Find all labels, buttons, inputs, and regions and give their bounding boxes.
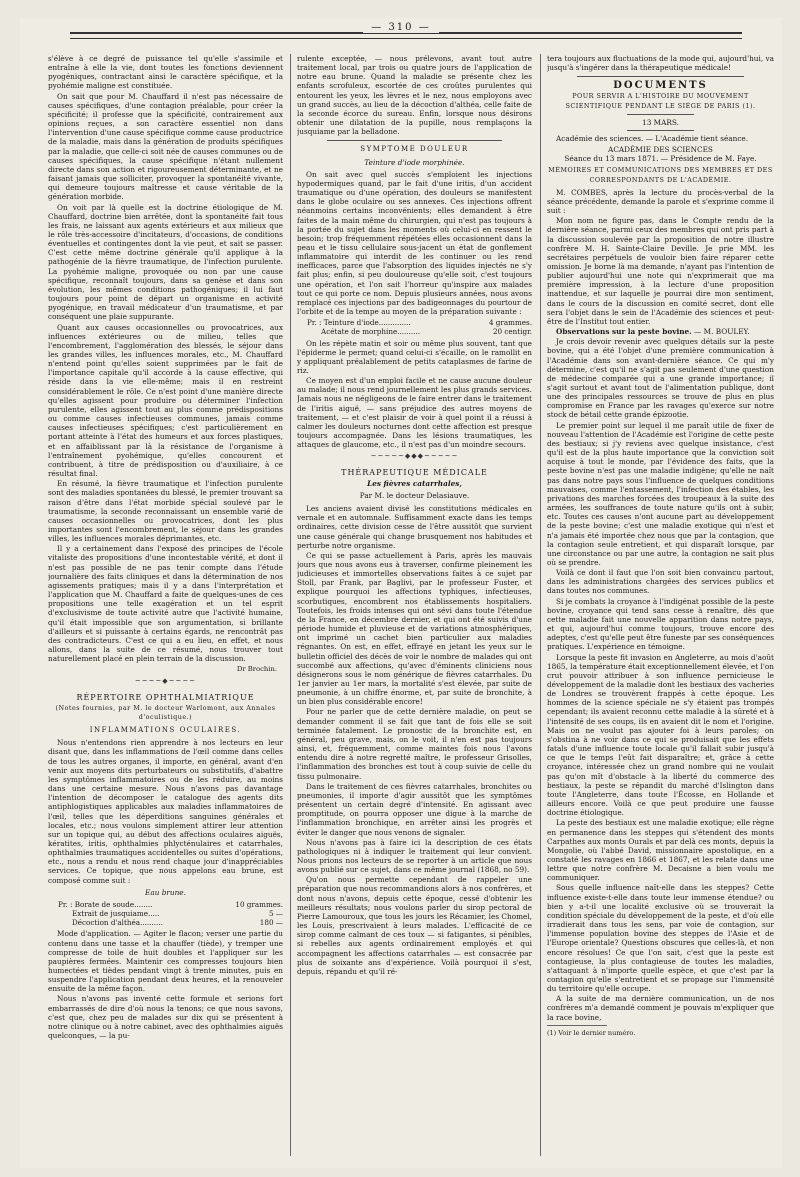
paragraph: Le premier point sur lequel il me paraît utile de fixer de nouveau l'attention de l'Académie est l'origine de cette peste des bestiaux; si j'y reviens avec quelque insistance, c'est qu'il est de la plus haute importance que la conviction soit acquise à tout le monde, par l'évidence des faits, que la peste bovine n'est pas une maladie indigène; qu'elle ne naît pas dans notre pays sous l'influence de quelques conditions mauvaises, comme l'entassement, l'infection des étables, les privations des marches forcées des troupeaux à la suite des armées, les souffrances de toute nature qu'ils ont à subir, etc. Toutes ces causes n'ont aucune part au développement de la peste bovine; c'est une maladie exotique qui n'est et n'a jamais été importée chez nous que par la contagion, que la contagion seule entretient, et qui disparaît lorsque, par une circonstance ou par une autre, la contagion ne sait plus où se prendre. (547, 420, 774, 567)
paragraph: Nous n'avons pas inventé cette formule et serions fort embarrassés de dire d'où nous la tenons; ce que nous savons, c'est que, chez peu de malades sur dix qui se présentent à notre clinique ou à notre cabinet, avec des ophthalmies aiguës quelconques, — la pu- (48, 994, 283, 1041)
newspaper-page (20, 18, 782, 1168)
divider (627, 114, 694, 115)
divider (577, 76, 744, 77)
paragraph: rulente exceptée, — nous prélevons, avant tout autre traitement local, par trois ou quatre jours de l'application de notre eau brune. Quand la maladie se présente chez les enfants scrofuleux, escortée de ces croûtes purulentes qui entourent les yeux, les lèvres et le nez, nous employons avec un grand succès, au lieu de la décoction d'althéa, celle faite de la seconde écorce du sureau. Enfin, lorsque nous désirons obtenir une dilatation de la pupille, nous remplaçons la jusquiame par la belladone. (297, 54, 532, 137)
ingredient: Décoction d'althéa.......... (72, 918, 163, 928)
page-number-text: — 310 — (363, 22, 438, 33)
paragraph: La peste des bestiaux est une maladie exotique; elle règne en permanence dans les steppes qui s'étendent des monts Carpathes aux monts Ourals et par delà ces monts, depuis la Mongolie, où l'abbé David, missionnaire apostolique, en a constaté les ravages en 1866 et 1867, et les relate dans une lettre que notre confrère M. Decaisne a bien voulu me communiquer. (547, 818, 774, 883)
subsection-title: INFLAMMATIONS OCULAIRES. (89, 726, 242, 735)
academy-title: ACADÉMIE DES SCIENCES (608, 145, 713, 155)
memoirs-heading: MÉMOIRES ET COMMUNICATIONS DES MEMBRES ET DES CORRESPONDANTS DE L'ACADÉMIE. (548, 166, 773, 184)
paragraph: Les anciens avaient divisé les constitutions médicales en vernale et en automnale. Suffisamment exacte dans les temps ordinaires, cette division cesse de l'être aussitôt que survient une cause générale qui change brusquement nos habitudes et perturbe notre organisme. (297, 504, 532, 550)
paragraph: Lorsque la peste fit invasion en Angleterre, au mois d'août 1865, la température était exceptionnellement élevée, et l'on crut pouvoir attribuer à son influence pernicieuse le développement de la maladie dont les bestiaux des vacheries de Londres se trouvèrent frappés à cette époque. Les hommes de la science spéciale ne s'y étaient pas trompés cependant; ils avaient reconnu cette maladie à la sûreté et à l'intensité de ses coups, ils en avaient dit le nom et l'origine. Mais on ne voulut pas ajouter foi à leurs paroles; on s'obstina à ne voir dans ce qui se produisait que les effets fatals d'une influence toute locale qu'il fallait subir jusqu'à ce que le temps l'eût fait disparaître; et, grâce à cette croyance, intéressée chez un grand nombre qui ne voulait pas qu'on mît d'obstacle à la liberté du commerce des bestiaux, la peste se répandit du marché d'Islington dans toute l'Angleterre, dans toute l'Écosse, en Hollande et ailleurs encore. Voilà ce que peut produire une fausse doctrine étiologique. (547, 652, 774, 818)
paragraph: Si je combats la croyance à l'indigénat possible de la peste bovine, croyance qui tend sans cesse à renaître, dès que cette maladie fait une nouvelle apparition dans notre pays, et qui, aujourd'hui comme toujours, trouve encore des adeptes, c'est qu'elle peut être funeste par ses conséquences pratiques. L'expérience en témoigne. (547, 596, 774, 652)
paragraph: tera toujours aux fluctuations de la mode qui, aujourd'hui, va jusqu'à s'ingérer dans la thérapeutique médicale! (547, 54, 774, 73)
section-title: DOCUMENTS (613, 80, 708, 92)
section-subtitle: POUR SERVIR A L'HISTOIRE DU MOUVEMENT SCIENTIFIQUE PENDANT LE SIÉGE DE PARIS (1). (565, 92, 756, 110)
quantity: 4 grammes. (488, 318, 532, 328)
recipe-line (307, 327, 532, 336)
paragraph: Ce qui se passe actuellement à Paris, après les mauvais jours que nous avons eus à traverser, confirme pleinement les judicieuses et immortelles observations faites à ce sujet par Stoll, par Frank, par Baglivi, par le professeur Fuster, et explique pourquoi les affections typhiques, infectieuses, scorbutiques, encombrent nos établissements hospitaliers. Toutefois, les froids intenses qui ont sévi dans toute l'étendue de la France, en décembre dernier, et qui ont été suivis d'une période humide et pluvieuse et de variations atmosphériques, ont imprimé un cachet bien particulier aux maladies régnantes. On est, en effet, effrayé en jetant les yeux sur le bulletin officiel des décès de voir le nombre de malades qui ont succombé aux affections, qu'avec d'éminents cliniciens nous désignerons sous le nom générique de fièvres catarrhales. Du 1er janvier au 1er mars, la mortalité s'est élevée, par suite de pneumonie, à un chiffre énorme, et, par suite de bronchite, à un bien plus considérable encore! (297, 550, 532, 707)
paragraph: Nous n'entendons rien apprendre à nos lecteurs en leur disant que, dans les inflammations de l'œil comme dans celles de tous les autres organes, il importe, en général, avant d'en venir aux moyens dits perturbateurs ou substitutifs, d'abattre les symptômes inflammatoires ou de les réduire, au moins dans une certaine mesure. Nous n'avons pas davantage l'intention de décomposer le catalogue des agents dits antiphlogistiques applicables aux maladies inflammatoires de l'œil, telles que les déperditions sanguines générales et locales, etc.; nous voulons simplement attirer leur attention sur un topique qui, au début des affections oculaires aiguës, kératites, iritis, ophthalmies phlycténulaires et catarrhales, ophthalmies traumatiques accidentelles ou suites d'opérations, etc., nous a rendu et nous rend chaque jour d'inappréciables services. Ce topique, que nous appelons eau brune, est composé comme suit : (48, 738, 283, 885)
ingredient: Extrait de jusquiame..... (72, 909, 160, 919)
quantity: 180 — (259, 918, 283, 928)
quantity: 20 centigr. (492, 327, 532, 337)
paragraph: Qu'on nous permette cependant de rappeler une préparation que nous recommandions alors à nos confrères, et dont nous n'avons, depuis cette époque, cessé d'obtenir les meilleurs résultats; nous voulons parler du sirop pectoral de Pierre Lamouroux, que tous les jours les Récamier, les Chomel, les Louis, prescrivaient à leurs malades. L'efficacité de ce sirop comme calmant de ces toux — si fatigantes, si pénibles, si rebelles aux agents ordinairement employés et qui accompagnent les affections catarrhales — est consacrée par plus de soixante ans d'expérience. Voilà pourquoi il s'est, depuis, répandu et qu'il ré- (297, 875, 532, 976)
section-subtitle: Les fièvres catarrhales, (367, 478, 462, 488)
recipe-title: Eau brune. (145, 887, 186, 897)
quantity: 10 grammes. (235, 899, 283, 909)
column-1 (48, 54, 283, 1158)
top-rule (70, 32, 742, 39)
recipe (307, 318, 532, 336)
paragraph: Il y a certainement dans l'exposé des principes de l'école vitaliste des propositions d'une incontestable vérité, et dont il n'est pas possible de ne pas tenir compte dans l'étude journalière des faits cliniques et dans la détermination de nos agissements pratiques; mais il y a dans l'interprétation et l'application que M. Chauffard a faite de quelques-unes de ces propositions une telle exagération et un tel esprit d'exclusivisme de toute activité autre que l'activité humaine, qu'il était impossible que son argumentation, si brillante d'ailleurs et si puissante à certains égards, ne rencontrât pas des contradicteurs. C'est ce qui a eu lieu, en effet, et nous allons, dans la suite de ce résumé, nous trouver tout naturellement placé en plein terrain de la discussion. (48, 544, 283, 664)
divider (627, 130, 694, 131)
recipe (58, 900, 283, 927)
ingredient: Pr. : Borate de soude........ (58, 899, 153, 909)
paragraph: s'élève à ce degré de puissance tel qu'elle s'assimile et entraîne à elle la vie, dont toutes les fonctions deviennent pyogéniques, contractant ainsi le caractère spécifique, et la pyohémie maligne est constituée. (48, 54, 283, 91)
ingredient: Acétate de morphine.......... (321, 327, 421, 337)
paragraph: Mode d'application. — Agiter le flacon; verser une partie du contenu dans une tasse et la chauffer (tiède), y tremper une compresse de toile de huit doubles et l'appliquer sur les paupières fermées. Maintenir ces compresses toujours bien humectées et tièdes pendant vingt à trente minutes, puis en suspendre l'application pendant deux heures, et la renouveler ensuite de la même façon. (48, 929, 283, 994)
recipe-line (307, 318, 532, 327)
page-number (20, 22, 782, 33)
paragraph: Mon nom ne figure pas, dans le Compte rendu de la dernière séance, parmi ceux des membres qui ont pris part à la discussion soulevée par la proposition de notre illustre confrère M. H. Sainte-Claire Deville. Je prie MM. les secrétaires perpétuels de vouloir bien faire réparer cette omission. Je borne là ma demande, n'ayant pas l'intention de publier aujourd'hui une note qui n'exprimerait que ma première impression, à la lecture d'une proposition inattendue, et sur laquelle je pourrai dire mon sentiment, dans le cours de la discussion en comité secret, dont elle sera l'objet dans le sein de l'Académie des sciences et peut-être de l'Institut tout entier. (547, 216, 774, 326)
paragraph: Je crois devoir revenir avec quelques détails sur la peste bovine, qui a été l'objet d'une première communication à l'Académie dans son avant-dernière séance. Ce qui m'y détermine, c'est qu'il ne s'agit pas seulement d'une question de médecine comparée qui a une grande importance; il s'agit surtout et avant tout de l'alimentation publique, dont une des principales ressources se trouve de plus en plus compromise en France par les ravages qu'exerce sur notre stock de bétail cette grande épizootie. (547, 337, 774, 420)
paragraph: Nous n'avons pas à faire ici la description de ces états pathologiques ni à indiquer le traitement qui leur convient. Nous prions nos lecteurs de se reporter à un article que nous avons publié sur ce sujet, dans ce même journal (1868, no 59). (297, 837, 532, 875)
signature: Dr Brochin. (236, 665, 277, 674)
paragraph: Voilà ce dont il faut que l'on soit bien convaincu partout, dans les administrations chargées des services publics et dans toutes nos communes. (547, 568, 774, 596)
paragraph: M. COMBES, après la lecture du procès-verbal de la séance précédente, demande la parole et s'exprime comme il suit : (547, 187, 774, 216)
ingredient: Pr. : Teinture d'iode.............. (307, 318, 411, 328)
section-title: RÉPERTOIRE OPHTHALMIATRIQUE (76, 692, 255, 702)
paragraph: Quant aux causes occasionnelles ou provocatrices, aux influences extérieures ou de milieu, telles que l'encombrement, l'agglomération des blessés, le séjour dans les grandes villes, les influences morales, etc., M. Chauffard n'entend point qu'elles soient supprimées par le fait de l'importance capitale qu'il accorde à la cause effective, qui réside dans la vie elle-même; mais il en restreint considérablement le rôle. Ce n'est point d'une manière directe qu'elles agissent pour produire ou déterminer l'infection purulente, elles agissent tout au plus comme prédispositions ou comme causes infectieuses communes, jamais comme causes infectieuses spécifiques; c'est particulièrement en portant atteinte à l'état des humeurs et aux forces plastiques, et en affaiblissant par là la résistance de l'organisme à l'entraînement pyohémique, qu'elles concourent et contribuent, à titre de prédisposition ou d'auxiliaire, à ce résultat final. (48, 322, 283, 479)
recipe-line (58, 909, 283, 918)
column-divider (290, 54, 291, 1156)
author-line: Par M. le docteur Delasiauve. (359, 490, 470, 500)
ornament-divider: ~~~~~◆◆◆~~~~~ (370, 452, 459, 461)
quantity: 5 — (268, 909, 283, 919)
column-2 (297, 54, 532, 1158)
footnote: (1) Voir le dernier numéro. (547, 1028, 636, 1037)
observations-author: M. BOULEY. (703, 327, 750, 337)
column-divider (540, 54, 541, 1156)
observations-title: Observations sur la peste bovine. (556, 327, 692, 337)
recipe-line (58, 918, 283, 927)
ornament-divider: ~~~~◆~~~~ (134, 677, 197, 686)
column-3 (547, 54, 774, 1158)
divider (327, 140, 502, 141)
paragraph: Sous quelle influence naît-elle dans les steppes? Cette influence existe-t-elle dans toute leur immense étendue? ou bien y a-t-il une localité exclusive où se trouverait la condition spéciale du développement de la peste, et d'où elle irradierait dans tous les sens, par voie de contagion, sur l'immense population bovine des steppes de l'Asie et de l'Europe orientale? Questions obscures que celles-là, et non encore résolues! Ce que l'on sait, c'est que la peste est contagieuse, la plus contagieuse de toutes les maladies, s'attaquant à n'importe quelle espèce, et que c'est par la contagion qu'elle s'entretient et se propage sur l'immensité du territoire qu'elle occupe. (547, 883, 774, 994)
session-line: Séance du 13 mars 1871. — Présidence de M. Faye. (564, 154, 757, 164)
paragraph: On les répète matin et soir ou même plus souvent, tant que l'épiderme le permet; quand celui-ci s'écaille, on le ramollit en y appliquant préalablement de petits cataplasmes de farine de riz. (297, 338, 532, 375)
paragraph: On sait que pour M. Chauffard il n'est pas nécessaire de causes spécifiques, d'une contagion préalable, pour créer la spécificité; il professe que la spécificité, contrairement aux opinions reçues, a son caractère essentiel non dans l'intervention d'une cause spécifique comme cause productrice de la maladie, mais dans la génération de produits spécifiques par la maladie, que celle-ci soit née de causes communes ou de causes spécifiques, la cause spécifique n'étant nullement directe dans son action et rigoureusement déterminante, et ne faisant jamais que solliciter, provoquer la spontanéité vivante, qui demeure toujours maîtresse et cause véritable de la génération morbide. (48, 91, 283, 202)
paragraph: En résumé, la fièvre traumatique et l'infection purulente sont des maladies spontanées du blessé, le premier trouvant sa raison d'être dans l'état morbide spécial soulevé par le traumatisme, la seconde reconnaissant un ensemble varié de causes occasionnelles ou provocatrices, dont les plus importantes sont l'encombrement, le séjour dans les grandes villes, les influences morales déprimantes, etc. (48, 479, 283, 544)
footnote-rule (547, 1025, 607, 1026)
paragraph: A la suite de ma dernière communication, un de nos confrères m'a demandé comment je pouvais m'expliquer que la race bovine, (547, 994, 774, 1022)
section-title: THÉRAPEUTIQUE MÉDICALE (341, 467, 488, 477)
paragraph: Ce moyen est d'un emploi facile et ne cause aucune douleur au malade; il nous rend journellement les plus grands services. Jamais nous ne négligeons de le faire entrer dans le traitement de l'iritis aiguë, — sans préjudice des autres moyens de traitement, — et c'est plaisir de voir à quel point il a réussi à calmer les douleurs nocturnes dont cette affection est presque toujours accompagnée. Dans les lésions traumatiques, les attaques de glaucome, etc., il n'est pas d'un moindre secours. (297, 376, 532, 450)
section-note: (Notes fournies, par M. le docteur Warlomont, aux Annales d'oculistique.) (55, 703, 276, 721)
recipe-line (58, 900, 283, 909)
paragraph: On voit par là quelle est la doctrine étiologique de M. Chauffard, doctrine bien arrêtée, dont la spontanéité fait tous les frais, ne laissant aux agents extérieurs et aux milieux que le rôle très-accessoire d'incitateurs, d'occasions, de conditions éventuelles et contingentes dont la vie peut, et sait se passer. C'est cette même doctrine générale qu'il applique à la pathogénie de la fièvre traumatique, de l'infection purulente. La pyohémie maligne, provoquée ou non par une cause spécifique, reconnaît toujours, dans sa genèse et dans son évolution, les mêmes conditions pathogéniques; il lui faut toujours pour point de départ un organisme en activité pyogénique, en travail médicateur d'un traumatisme, et par conséquent une plaie suppurante. (48, 202, 283, 322)
paragraph: Pour ne parler que de cette dernière maladie, on peut se demander comment il se fait que tant de fois elle se soit terminée fatalement. Le pronostic de la bronchite est, en général, peu grave, mais, on le voit, il n'en est pas toujours ainsi, et, fréquemment, comme maintes fois nous l'avons entendu dire à notre regretté maître, le professeur Grisolles, l'inflammation des bronches est tout à coup suivie de celle du tissu pulmonaire. (297, 707, 532, 781)
date-heading: 13 MARS. (642, 117, 679, 127)
paragraph: Dans le traitement de ces fièvres catarrhales, bronchites ou pneumonies, il importe d'agir aussitôt que les symptômes présentent un certain degré d'intensité. En agissant avec promptitude, on pourra opposer une digue à la marche de l'inflammation bronchique, en arrêter ainsi les progrès et éviter le danger que nous venons de signaler. (297, 781, 532, 837)
observations-heading: Observations sur la peste bovine. — M. BOULEY. (556, 327, 750, 337)
paragraph: On sait avec quel succès s'emploient les injections hypodermiques quand, par le fait d'une iritis, d'un accident traumatique ou d'une opération, des douleurs se manifestent dans le globe oculaire ou ses annexes. Ces injections offrent néanmoins certains inconvénients; elles demandent à être faites de la main même du chirurgien, qui n'est pas toujours à la portée du sujet dans les moments où celui-ci en ressent le besoin; trop fréquemment répétées elles occasionnent dans la peau et le tissu cellulaire sous-jacent un état de gonflement inflammatoire qui interdit de les continuer ou les rend inefficaces, parce que l'absorption des liquides injectés ne s'y fait plus; enfin, si peu douloureuse qu'elle soit, c'est toujours une opération, et l'on sait l'horreur qu'inspire aux malades tout ce qui porte ce nom. Depuis plusieurs années, nous avons remplacé ces injections par des badigeonnages du pourtour de l'orbite et de la tempe au moyen de la préparation suivante : (297, 169, 532, 317)
section-title: SYMPTOME DOULEUR (360, 145, 469, 154)
academy-line: Académie des sciences. — L'Académie tient séance. (556, 133, 749, 143)
section-subtitle: Teinture d'iode morphinée. (364, 157, 465, 167)
